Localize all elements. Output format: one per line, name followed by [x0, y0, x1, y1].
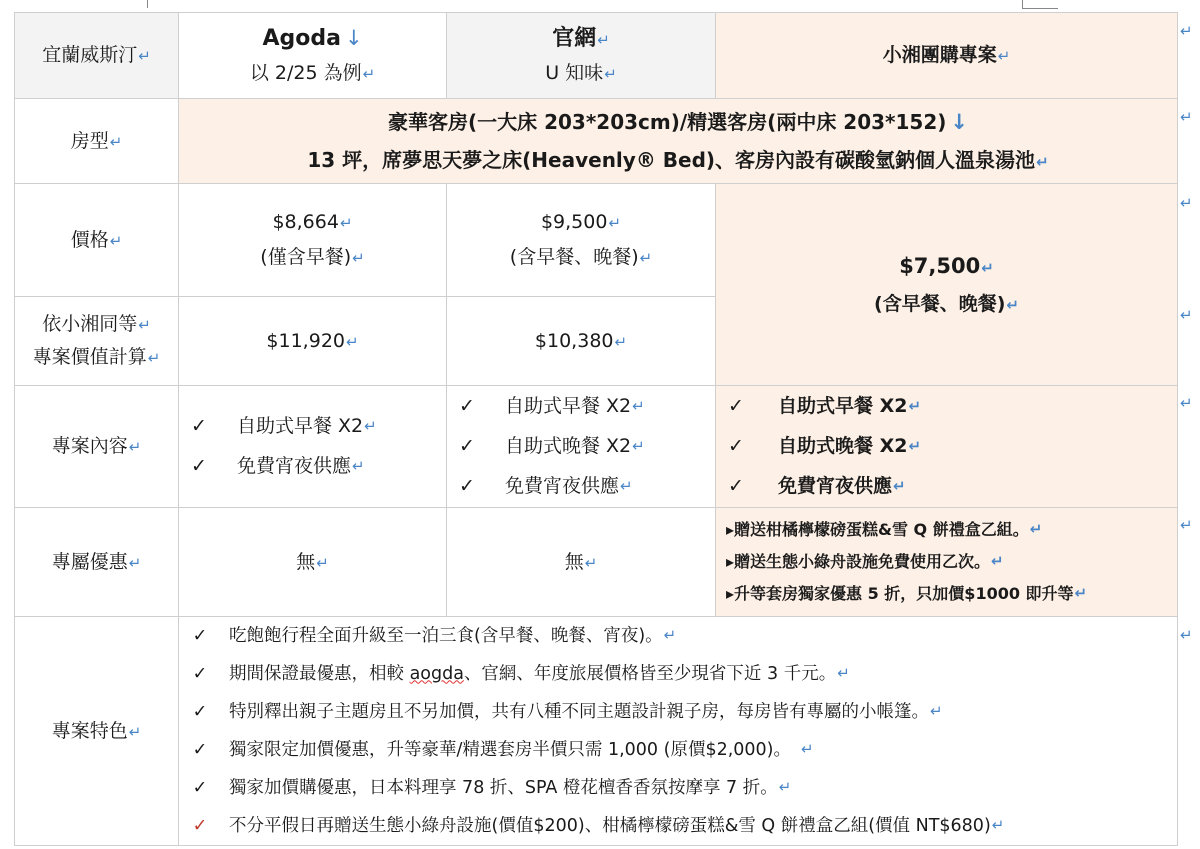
return-mark-icon: ↵	[316, 553, 329, 572]
feature-text-part: aogda	[409, 663, 464, 684]
return-mark-icon: ↵	[128, 553, 142, 572]
package-header-cell	[716, 13, 1178, 99]
perk-text: ▸升等套房獨家優惠 5 折，只加價$1000 即升等	[726, 583, 1074, 603]
price-label: 價格	[70, 228, 109, 251]
agoda-equiv-cell	[179, 297, 447, 386]
package-exclusive-cell	[716, 508, 1178, 617]
list-item	[189, 807, 1177, 845]
check-icon: ✓	[191, 455, 207, 478]
return-mark-icon: ↵	[893, 476, 906, 495]
crop-mark-right-h	[1022, 8, 1058, 9]
equiv-label-line-2: 專案價值計算	[32, 346, 147, 368]
list-item	[726, 578, 1177, 610]
check-icon: ✓	[192, 815, 208, 836]
feature-text: 不分平假日再贈送生態小綠舟設施(價值$200)、柑橘檸檬磅蛋糕&雪 Q 餅禮盒乙組(價值 NT$680)	[229, 815, 991, 836]
agoda-subtitle: 以 2/25 為例	[249, 62, 362, 85]
content-item-text: 免費宵夜供應	[778, 475, 893, 498]
official-price-cell	[447, 184, 716, 297]
return-mark-icon: ↵	[908, 396, 922, 415]
room-row	[15, 99, 1178, 184]
official-exclusive-value: 無	[564, 550, 584, 573]
return-mark-icon: ↵	[1036, 152, 1049, 171]
check-icon: ✓	[459, 395, 475, 418]
check-icon: ✓	[192, 663, 208, 684]
list-item	[726, 467, 1177, 507]
content-item-text: 自助式早餐 X2	[778, 395, 908, 418]
feature-text: 獨家加價購優惠，日本料理享 78 折、SPA 橙花檀香香氛按摩享 7 折。	[229, 777, 778, 798]
price-row	[15, 184, 1178, 297]
content-item-text: 自助式晚餐 X2	[505, 435, 632, 458]
check-icon: ✓	[728, 475, 744, 498]
check-icon: ✓	[192, 625, 208, 646]
return-mark-icon: ↵	[352, 456, 365, 475]
official-header-cell	[447, 13, 716, 99]
room-line-1: 豪華客房(一大床 203*203cm)/精選客房(兩中床 203*152)	[387, 110, 947, 135]
content-item-text: 自助式晚餐 X2	[778, 435, 908, 458]
official-equiv-value: $10,380	[534, 329, 614, 352]
feature-text-part: 期間保證最優惠，相較	[229, 663, 410, 684]
equiv-label-cell	[15, 297, 179, 386]
official-subtitle: U 知味	[545, 62, 604, 85]
package-price-cell	[716, 184, 1178, 386]
return-mark-icon: ↵	[1074, 584, 1088, 603]
equiv-label-line-1: 依小湘同等	[42, 313, 138, 336]
room-description-cell	[179, 99, 1178, 184]
agoda-price: $8,664	[272, 211, 339, 234]
content-row	[15, 386, 1178, 508]
list-item	[189, 617, 1177, 655]
feature-text-part: 、官網、年度旅展價格皆至少現省下近 3 千元。	[463, 663, 837, 684]
official-title: 官網	[552, 25, 597, 51]
room-line-2: 13 坪，席夢思天夢之床(Heavenly® Bed)、客房內設有碳酸氫鈉個人溫泉湯池	[307, 147, 1036, 172]
return-mark-icon: ↵	[147, 349, 161, 367]
package-content-cell	[716, 386, 1178, 508]
return-mark-icon: ↵	[1180, 394, 1193, 412]
room-label: 房型	[70, 129, 109, 152]
down-arrow-icon: ↓	[950, 110, 968, 135]
official-content-cell	[447, 386, 716, 508]
content-label-cell	[15, 386, 179, 508]
comparison-table	[14, 12, 1178, 846]
header-row	[15, 13, 1178, 99]
content-item-text: 免費宵夜供應	[505, 475, 620, 498]
features-row	[15, 617, 1178, 846]
return-mark-icon: ↵	[632, 436, 645, 455]
return-mark-icon: ↵	[981, 258, 994, 277]
official-price-note: (含早餐、晚餐)	[509, 246, 639, 268]
return-mark-icon: ↵	[620, 476, 633, 495]
package-title: 小湘團購專案	[882, 44, 997, 67]
return-mark-icon: ↵	[1180, 194, 1193, 212]
check-icon: ✓	[728, 395, 744, 418]
agoda-title: Agoda	[262, 25, 341, 51]
return-mark-icon: ↵	[639, 249, 653, 267]
return-mark-icon: ↵	[109, 231, 123, 250]
official-exclusive-cell	[447, 508, 716, 617]
crop-mark-right	[1022, 0, 1023, 8]
return-mark-icon: ↵	[109, 132, 123, 151]
return-mark-icon: ↵	[339, 214, 353, 233]
list-item	[189, 731, 1177, 769]
check-icon: ✓	[728, 435, 744, 458]
list-item	[189, 447, 446, 487]
return-mark-icon: ↵	[930, 702, 943, 721]
list-item	[726, 546, 1177, 578]
return-mark-icon: ↵	[584, 553, 598, 572]
return-mark-icon: ↵	[1029, 520, 1043, 539]
return-mark-icon: ↵	[1180, 516, 1193, 534]
features-label-cell	[15, 617, 179, 846]
agoda-exclusive-cell	[179, 508, 447, 617]
return-mark-icon: ↵	[991, 552, 1004, 571]
property-name-cell	[15, 13, 179, 99]
list-item	[189, 655, 1177, 693]
return-mark-icon: ↵	[778, 778, 792, 797]
return-mark-icon: ↵	[632, 396, 645, 415]
content-item-text: 自助式早餐 X2	[237, 415, 364, 438]
agoda-header-cell	[179, 13, 447, 99]
content-label: 專案內容	[51, 435, 128, 458]
feature-text: 獨家限定加價優惠，升等豪華/精選套房半價只需 1,000 (原價$2,000)。	[229, 739, 792, 760]
list-item	[457, 387, 715, 427]
feature-text	[229, 663, 836, 686]
exclusive-label: 專屬優惠	[51, 550, 128, 573]
content-item-text: 自助式早餐 X2	[505, 395, 632, 418]
crop-mark-left	[147, 0, 148, 8]
agoda-content-cell	[179, 386, 447, 508]
list-item	[726, 514, 1177, 546]
property-name: 宜蘭威斯汀	[42, 44, 138, 67]
return-mark-icon: ↵	[138, 316, 151, 335]
feature-text: 吃飽飽行程全面升級至一泊三食(含早餐、晚餐、宵夜)。	[229, 625, 663, 646]
return-mark-icon: ↵	[1180, 108, 1193, 126]
return-mark-icon: ↵	[604, 65, 617, 84]
return-mark-icon: ↵	[128, 722, 142, 741]
return-mark-icon: ↵	[908, 436, 922, 455]
check-icon: ✓	[191, 415, 207, 438]
list-item	[189, 407, 446, 447]
list-item	[457, 427, 715, 467]
feature-text: 特別釋出親子主題房且不另加價，共有八種不同主題設計親子房，每房皆有專屬的小帳篷。	[229, 701, 929, 722]
check-icon: ✓	[459, 475, 475, 498]
package-price-note: (含早餐、晚餐)	[874, 292, 1006, 315]
return-mark-icon: ↵	[597, 30, 610, 49]
check-icon: ✓	[459, 435, 475, 458]
official-equiv-cell	[447, 297, 716, 386]
return-mark-icon: ↵	[801, 740, 814, 759]
return-mark-icon: ↵	[608, 214, 622, 233]
return-mark-icon: ↵	[346, 332, 359, 351]
features-label: 專案特色	[51, 719, 128, 742]
price-label-cell	[15, 184, 179, 297]
return-mark-icon: ↵	[1006, 295, 1019, 314]
return-mark-icon: ↵	[997, 47, 1011, 66]
list-item	[726, 387, 1177, 427]
return-mark-icon: ↵	[991, 816, 1005, 835]
check-icon: ✓	[192, 701, 208, 722]
return-mark-icon: ↵	[1180, 22, 1193, 40]
check-icon: ✓	[192, 739, 208, 760]
official-price: $9,500	[540, 211, 608, 234]
return-mark-icon: ↵	[663, 626, 677, 645]
perk-text: ▸贈送生態小綠舟設施免費使用乙次。	[726, 551, 991, 571]
list-item	[457, 467, 715, 507]
list-item	[726, 427, 1177, 467]
agoda-equiv-value: $11,920	[266, 329, 345, 352]
return-mark-icon: ↵	[362, 65, 376, 84]
exclusive-row	[15, 508, 1178, 617]
content-item-text: 免費宵夜供應	[237, 455, 352, 478]
room-label-cell	[15, 99, 179, 184]
list-item	[189, 769, 1177, 807]
return-mark-icon: ↵	[614, 332, 628, 351]
perk-text: ▸贈送柑橘檸檬磅蛋糕&雪 Q 餅禮盒乙組。	[726, 519, 1029, 539]
return-mark-icon: ↵	[128, 438, 142, 457]
agoda-price-note: (僅含早餐)	[260, 246, 352, 268]
list-item	[189, 693, 1177, 731]
features-cell	[179, 617, 1178, 846]
exclusive-label-cell	[15, 508, 179, 617]
check-icon: ✓	[192, 777, 208, 798]
return-mark-icon: ↵	[138, 47, 151, 66]
return-mark-icon: ↵	[364, 416, 377, 435]
package-price: $7,500	[899, 253, 981, 278]
return-mark-icon: ↵	[1180, 626, 1193, 644]
agoda-exclusive-value: 無	[296, 550, 316, 573]
return-mark-icon: ↵	[1180, 306, 1193, 324]
agoda-price-cell	[179, 184, 447, 297]
down-arrow-icon: ↓	[344, 25, 363, 50]
return-mark-icon: ↵	[352, 249, 365, 267]
return-mark-icon: ↵	[837, 664, 850, 683]
